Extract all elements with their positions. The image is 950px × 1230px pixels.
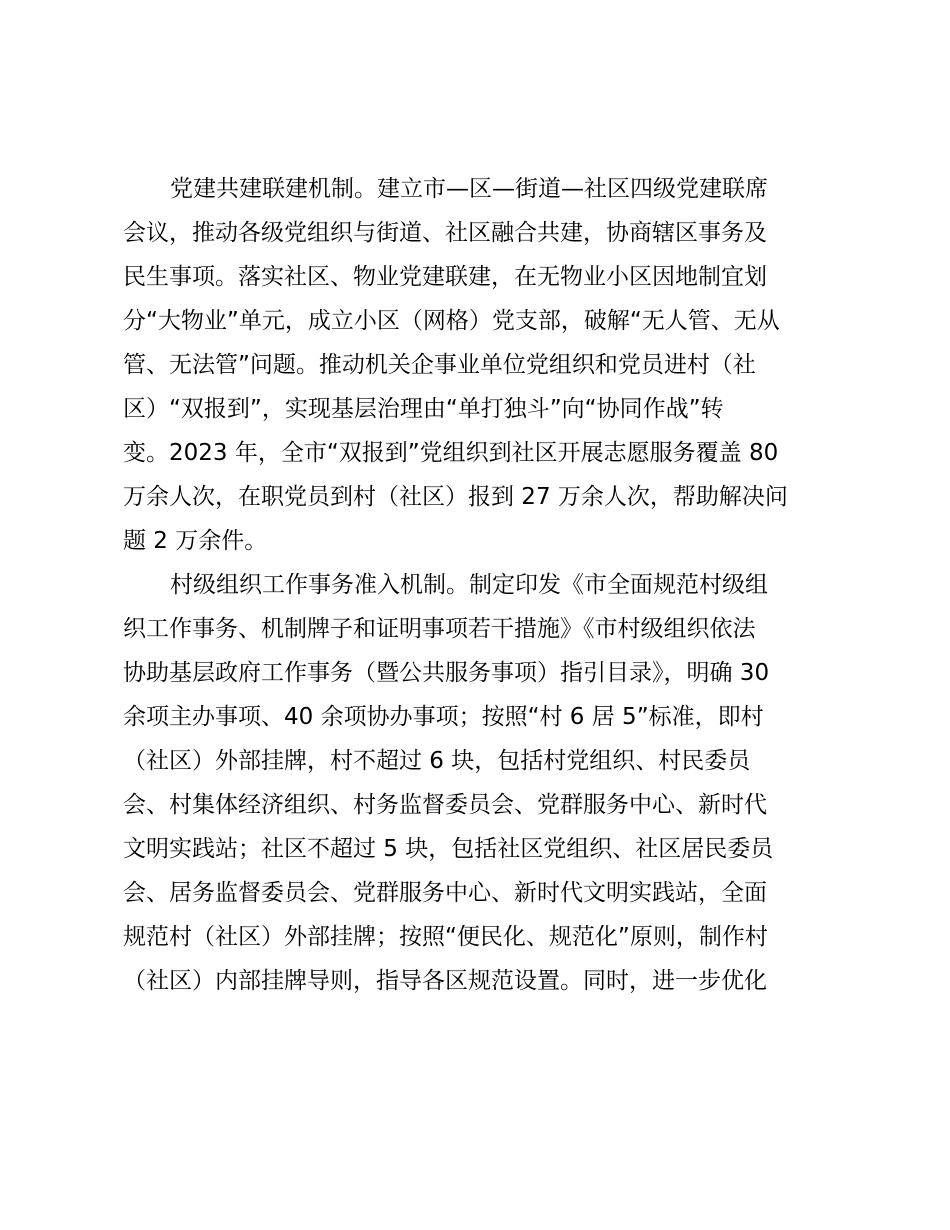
text-line: 余项主办事项、40 余项协办事项；按照“村 6 居 5”标准，即村	[123, 704, 764, 730]
text-line: 党建共建联建机制。建立市—区—街道—社区四级党建联席	[170, 176, 768, 202]
text-line: 民生事项。落实社区、物业党建联建，在无物业小区因地制宜划	[123, 264, 767, 290]
text-line: 村级组织工作事务准入机制。制定印发《市全面规范村级组	[170, 572, 768, 598]
text-line: 变。2023 年，全市“双报到”党组织到社区开展志愿服务覆盖 80	[123, 440, 779, 466]
text-line: 管、无法管”问题。推动机关企事业单位党组织和党员进村（社	[123, 352, 756, 378]
text-line: 题 2 万余件。	[123, 528, 268, 554]
text-line: 规范村（社区）外部挂牌；按照“便民化、规范化”原则，制作村	[123, 924, 768, 950]
text-line: 区）“双报到”，实现基层治理由“单打独斗”向“协同作战”转	[123, 396, 724, 422]
text-line: 协助基层政府工作事务（暨公共服务事项）指引目录》，明确 30	[123, 660, 770, 686]
text-line: 会、居务监督委员会、党群服务中心、新时代文明实践站，全面	[123, 880, 767, 906]
text-line: 文明实践站；社区不超过 5 块，包括社区党组织、社区居民委员	[123, 836, 774, 862]
text-line: （社区）外部挂牌，村不超过 6 块，包括村党组织、村民委员	[123, 748, 751, 774]
text-line: 织工作事务、机制牌子和证明事项若干措施》《市村级组织依法	[123, 616, 756, 642]
text-line: （社区）内部挂牌导则，指导各区规范设置。同时，进一步优化	[123, 968, 767, 994]
text-line: 会议，推动各级党组织与街道、社区融合共建，协商辖区事务及	[123, 220, 767, 246]
text-line: 万余人次，在职党员到村（社区）报到 27 万余人次，帮助解决问	[123, 484, 788, 510]
text-line: 会、村集体经济组织、村务监督委员会、党群服务中心、新时代	[123, 792, 767, 818]
text-line: 分“大物业”单元，成立小区（网格）党支部，破解“无人管、无从	[123, 308, 780, 334]
